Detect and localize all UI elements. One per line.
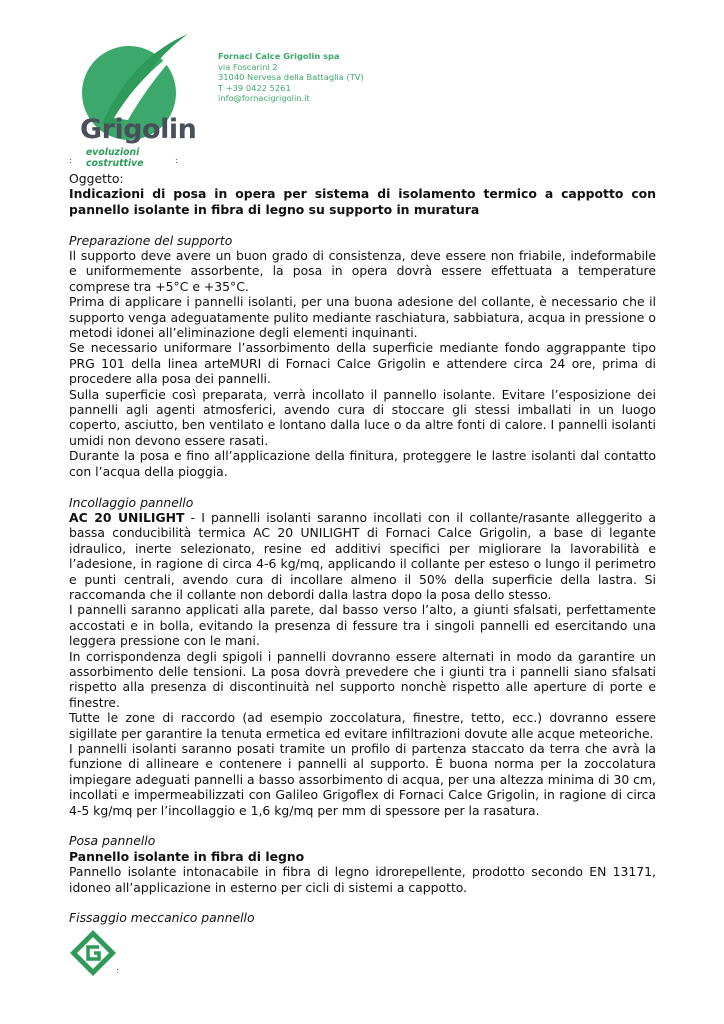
subheading-pannello: Pannello isolante in fibra di legno xyxy=(69,848,305,864)
section-heading-incollaggio: Incollaggio pannello xyxy=(69,494,194,510)
grigolin-g-seal-icon xyxy=(68,928,118,978)
paragraph: Se necessario uniformare l’assorbimento della superficie mediante fondo aggrappante tipo PRG 101 della linea arteMURI di Fornaci Calce Grigolin e attendere circa 24 ore, prima di procedere alla posa dei pannelli. xyxy=(69,340,656,387)
company-name: Fornaci Calce Grigolin spa xyxy=(218,51,340,61)
phone: T +39 0422 5261 xyxy=(218,82,291,93)
paragraph: Sulla superficie così preparata, verrà incollato il pannello isolante. Evitare l’esposizione dei pannelli agli agenti atmosferici, avendo cura di stoccare gli stessi imballati in un luogo coperto, asciutto, ben ventilato e lontano dalla luce o da altre fonti di calore. I pannelli isolanti umidi non devono essere rasati. xyxy=(69,386,656,448)
paragraph: Prima di applicare i pannelli isolanti, per una buona adesione del collante, è necessario che il supporto venga adeguatamente pulito mediante raschiatura, sabbiatura, acqua in pressione o metodi idonei all’eliminazione degli elementi inquinanti. xyxy=(69,294,656,341)
document-body xyxy=(69,171,656,926)
document-title: Indicazioni di posa in opera per sistema di isolamento termico a cappotto con pannello isolante in fibra di legno su supporto in muratura xyxy=(69,186,656,217)
product-name: AC 20 UNILIGHT xyxy=(69,509,185,525)
paragraph: Il supporto deve avere un buon grado di consistenza, deve essere non friabile, indeformabile e uniformemente assorbente, la posa in opera dovrà essere effettuata a temperature comprese tra +5°C e +35°C. xyxy=(69,248,656,294)
logo-wordmark: Grigolin xyxy=(80,114,197,145)
paragraph: Pannello isolante intonacabile in fibra di legno idrorepellente, prodotto secondo EN 13171, idoneo all’applicazione in esterno per cicli di sistemi a cappotto. xyxy=(69,864,656,895)
address-line: via Foscarini 2 xyxy=(218,61,278,72)
email: info@fornacigrigolin.it xyxy=(218,93,310,104)
company-address xyxy=(218,51,364,104)
paragraph: I pannelli saranno applicati alla parete, dal basso verso l’alto, a giunti sfalsati, perfettamente accostati e in bolla, evitando la presenza di fessure tra i singoli pannelli ed esercitando una leggera pressione con le mani. xyxy=(69,602,656,649)
paragraph: In corrispondenza degli spigoli i pannelli dovranno essere alternati in modo da garantire un assorbimento delle tensioni. La posa dovrà prevedere che i giunti tra i pannelli siano sfalsati rispetto alla presenza di discontinuità nel supporto nonchè rispetto alle aperture di porte e finestre. xyxy=(69,648,656,710)
section-heading-fissaggio: Fissaggio meccanico pannello xyxy=(69,910,255,926)
grigolin-logo xyxy=(80,32,197,169)
dot-marker: : xyxy=(69,156,72,165)
paragraph xyxy=(69,510,656,602)
dot-marker: : xyxy=(175,156,178,165)
logo-tagline: evoluzioni costruttive xyxy=(86,147,144,169)
section-heading-posa: Posa pannello xyxy=(69,833,156,849)
dot-marker: : xyxy=(116,966,119,975)
paragraph: Tutte le zone di raccordo (ad esempio zoccolatura, finestre, tetto, ecc.) dovranno essere sigillate per garantire la tenuta ermetica ed evitare infiltrazioni dovute alle acque meteoriche. xyxy=(69,710,656,741)
paragraph: I pannelli isolanti saranno posati tramite un profilo di partenza staccato da terra che avrà la funzione di allineare e contenere i pannelli al supporto. È buona norma per la zoccolatura impiegare adeguati pannelli a basso assorbimento di acqua, per una altezza minima di 30 cm, incollati e impermeabilizzati con Galileo Grigoflex di Fornaci Calce Grigolin, in ragione di circa 4-5 kg/mq per l’incollaggio e 1,6 kg/mq per mm di spessore per la rasatura. xyxy=(69,741,656,818)
address-city: 31040 Nervesa della Battaglia (TV) xyxy=(218,72,364,83)
paragraph: Durante la posa e fino all’applicazione della finitura, proteggere le lastre isolanti dal contatto con l’acqua della pioggia. xyxy=(69,448,656,479)
subject-label: Oggetto: xyxy=(69,171,124,186)
paragraph-text: - I pannelli isolanti saranno incollati con il collante/rasante alleggerito a bassa conducibilità termica AC 20 UNILIGHT di Fornaci Calce Grigolin, a base di legante idraulico, inerte selezionato, resine ed additivi specifici per migliorare la lavorabilità e l’adesione, in ragione di circa 4-6 kg/mq, applicando il collante per esteso o lungo il perimetro e punti centrali, avendo cura di incollare almeno il 50% della superficie della lastra. Si raccomanda che il collante non debordi dalla lastra dopo la posa dello stesso. xyxy=(69,509,657,602)
section-heading-preparazione: Preparazione del supporto xyxy=(69,232,233,248)
